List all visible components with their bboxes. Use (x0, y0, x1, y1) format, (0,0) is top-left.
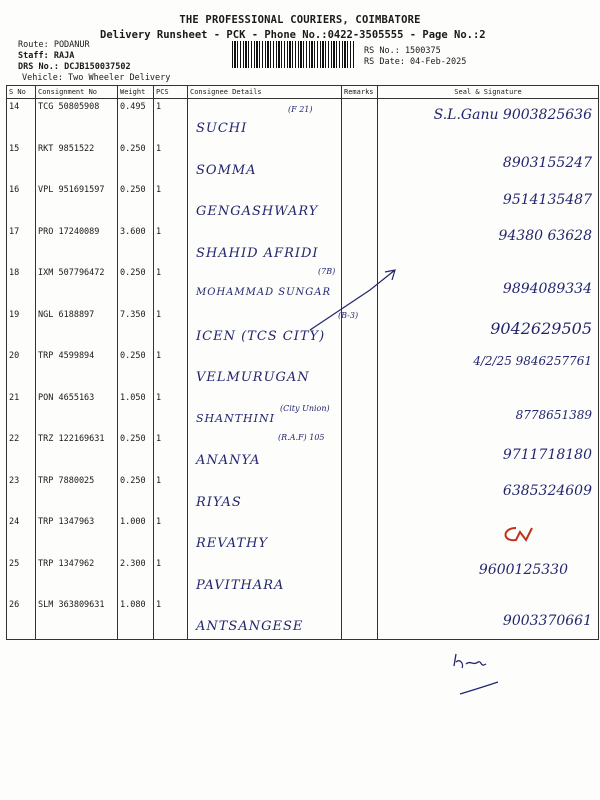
table-row (7, 348, 599, 390)
cell-signature (378, 597, 599, 639)
cell-pcs: 1 (154, 99, 188, 141)
cell-sno: 25 (7, 556, 36, 598)
consignee-note: (7B) (318, 267, 336, 276)
cell-pcs: 1 (154, 473, 188, 515)
signature-text: 4/2/25 9846257761 (473, 354, 592, 368)
cell-pcs: 1 (154, 224, 188, 266)
vehicle-label: Vehicle: Two Wheeler Delivery (22, 73, 171, 83)
company-title: THE PROFESSIONAL COURIERS, COIMBATORE (179, 14, 421, 26)
staff-signature (450, 650, 510, 700)
cell-consignee (188, 141, 342, 183)
cell-weight: 0.250 (118, 431, 154, 473)
consignee-name: PAVITHARA (196, 577, 285, 593)
drs-line (18, 62, 131, 72)
cell-consignment: TRZ 122169631 (36, 431, 118, 473)
cell-sno: 16 (7, 182, 36, 224)
cell-weight: 0.495 (118, 99, 154, 141)
cell-pcs: 1 (154, 348, 188, 390)
cell-consignment: NGL 6188897 (36, 307, 118, 349)
col-sno: S No (7, 86, 36, 99)
cell-consignment: IXM 507796472 (36, 265, 118, 307)
cell-sno: 15 (7, 141, 36, 183)
cell-weight: 1.050 (118, 390, 154, 432)
barcode (232, 41, 354, 68)
signature-text: 8903155247 (502, 154, 592, 171)
cell-consignee (188, 348, 342, 390)
drs-value: DCJB150037502 (64, 62, 131, 72)
cell-consignee (188, 556, 342, 598)
table-header-row (7, 86, 599, 99)
col-remarks: Remarks (342, 86, 378, 99)
cell-weight: 0.250 (118, 182, 154, 224)
cell-pcs: 1 (154, 556, 188, 598)
cell-sno: 24 (7, 514, 36, 556)
cell-pcs: 1 (154, 265, 188, 307)
cell-signature (378, 473, 599, 515)
consignee-name: REVATHY (196, 536, 269, 551)
cell-weight: 0.250 (118, 473, 154, 515)
signature-text: 9711718180 (502, 447, 592, 463)
cell-remarks (342, 182, 378, 224)
cell-remarks (342, 348, 378, 390)
cell-signature (378, 99, 599, 141)
table-row (7, 431, 599, 473)
table-row (7, 182, 599, 224)
staff-label: Staff: (18, 51, 49, 61)
consignee-note: (R.A.F) 105 (278, 433, 325, 442)
cell-weight: 0.250 (118, 141, 154, 183)
signature-text: S.L.Ganu 9003825636 (433, 107, 592, 123)
signature-text: 94380 63628 (498, 227, 592, 244)
cell-consignment: PRO 17240089 (36, 224, 118, 266)
table-row (7, 99, 599, 141)
consignee-name: VELMURUGAN (196, 370, 310, 385)
cell-remarks (342, 556, 378, 598)
pen-arrow-scribble (300, 260, 410, 340)
signature-text: 9514135487 (502, 192, 592, 208)
cell-remarks (342, 431, 378, 473)
col-weight: Weight (118, 86, 154, 99)
cell-weight: 3.600 (118, 224, 154, 266)
cell-consignee (188, 431, 342, 473)
signature-text: 6385324609 (502, 482, 592, 499)
cell-consignee (188, 182, 342, 224)
consignee-note: (B-3) (338, 310, 359, 320)
cell-signature (378, 224, 599, 266)
consignee-note: (F 21) (288, 105, 313, 114)
cell-sno: 18 (7, 265, 36, 307)
cell-weight: 1.080 (118, 597, 154, 639)
cell-signature (378, 556, 599, 598)
signature-text: 9042629505 (490, 318, 592, 338)
cell-consignee (188, 99, 342, 141)
cell-remarks (342, 141, 378, 183)
col-consignment: Consignment No (36, 86, 118, 99)
cell-weight: 1.000 (118, 514, 154, 556)
consignee-name: ANANYA (196, 453, 261, 468)
cell-remarks (342, 99, 378, 141)
consignee-name: SHAHID AFRIDI (196, 245, 319, 261)
cell-pcs: 1 (154, 182, 188, 224)
cell-pcs: 1 (154, 390, 188, 432)
cell-sno: 21 (7, 390, 36, 432)
consignee-name: GENGASHWARY (196, 204, 319, 219)
cell-consignment: TRP 4599894 (36, 348, 118, 390)
col-pcs: PCS (154, 86, 188, 99)
cell-signature (378, 514, 599, 556)
consignee-name: SUCHI (196, 121, 248, 136)
cell-sno: 23 (7, 473, 36, 515)
consignee-name: ANTSANGESE (196, 619, 304, 634)
signature-scribble (498, 524, 538, 544)
consignee-note: (City Union) (280, 403, 330, 413)
cell-sno: 22 (7, 431, 36, 473)
cell-remarks (342, 597, 378, 639)
drs-label: DRS No.: (18, 62, 59, 72)
cell-consignment: SLM 363809631 (36, 597, 118, 639)
cell-consignment: TCG 50805908 (36, 99, 118, 141)
table-row (7, 141, 599, 183)
cell-pcs: 1 (154, 514, 188, 556)
cell-remarks (342, 473, 378, 515)
staff-line (18, 51, 74, 61)
table-row (7, 473, 599, 515)
cell-signature (378, 348, 599, 390)
cell-consignment: TRP 7880025 (36, 473, 118, 515)
cell-remarks (342, 390, 378, 432)
table-row (7, 514, 599, 556)
table-row (7, 597, 599, 639)
consignee-name: SOMMA (196, 162, 257, 178)
cell-signature (378, 182, 599, 224)
runsheet-subtitle: Delivery Runsheet - PCK - Phone No.:0422-3505555 - Page No.:2 (100, 29, 486, 41)
cell-signature (378, 307, 599, 349)
signature-text: 9600125330 (478, 561, 568, 578)
table-row (7, 224, 599, 266)
cell-sno: 26 (7, 597, 36, 639)
cell-sno: 17 (7, 224, 36, 266)
cell-signature (378, 141, 599, 183)
consignee-name: RIYAS (196, 494, 242, 510)
rs-number: RS No.: 1500375 (364, 46, 441, 56)
cell-consignment: TRP 1347963 (36, 514, 118, 556)
consignee-name: ICEN (TCS CITY) (196, 328, 326, 344)
consignee-name: MOHAMMAD SUNGAR (196, 287, 332, 298)
cell-signature (378, 390, 599, 432)
signature-text: 8778651389 (515, 407, 592, 422)
table-row (7, 556, 599, 598)
rs-date: RS Date: 04-Feb-2025 (364, 57, 467, 67)
cell-weight: 7.350 (118, 307, 154, 349)
table-row (7, 390, 599, 432)
cell-consignment: TRP 1347962 (36, 556, 118, 598)
runsheet-table (6, 85, 599, 640)
cell-sno: 14 (7, 99, 36, 141)
route-label: Route: PODANUR (18, 40, 90, 50)
col-signature: Seal & Signature (378, 86, 599, 99)
cell-consignee (188, 224, 342, 266)
signature-text: 9003370661 (502, 613, 592, 629)
cell-consignee (188, 473, 342, 515)
cell-weight: 0.250 (118, 348, 154, 390)
cell-weight: 0.250 (118, 265, 154, 307)
cell-consignment: PON 4655163 (36, 390, 118, 432)
cell-remarks (342, 224, 378, 266)
cell-pcs: 1 (154, 307, 188, 349)
consignee-name: SHANTHINI (196, 411, 275, 425)
cell-signature (378, 265, 599, 307)
cell-consignment: RKT 9851522 (36, 141, 118, 183)
cell-sno: 19 (7, 307, 36, 349)
cell-pcs: 1 (154, 431, 188, 473)
cell-remarks (342, 514, 378, 556)
cell-sno: 20 (7, 348, 36, 390)
signature-text: 9894089334 (502, 281, 592, 297)
cell-pcs: 1 (154, 141, 188, 183)
cell-consignee (188, 514, 342, 556)
cell-consignee (188, 597, 342, 639)
cell-consignee (188, 390, 342, 432)
cell-signature (378, 431, 599, 473)
col-consignee: Consignee Details (188, 86, 342, 99)
cell-weight: 2.300 (118, 556, 154, 598)
cell-pcs: 1 (154, 597, 188, 639)
cell-consignment: VPL 951691597 (36, 182, 118, 224)
staff-value: RAJA (53, 51, 75, 61)
